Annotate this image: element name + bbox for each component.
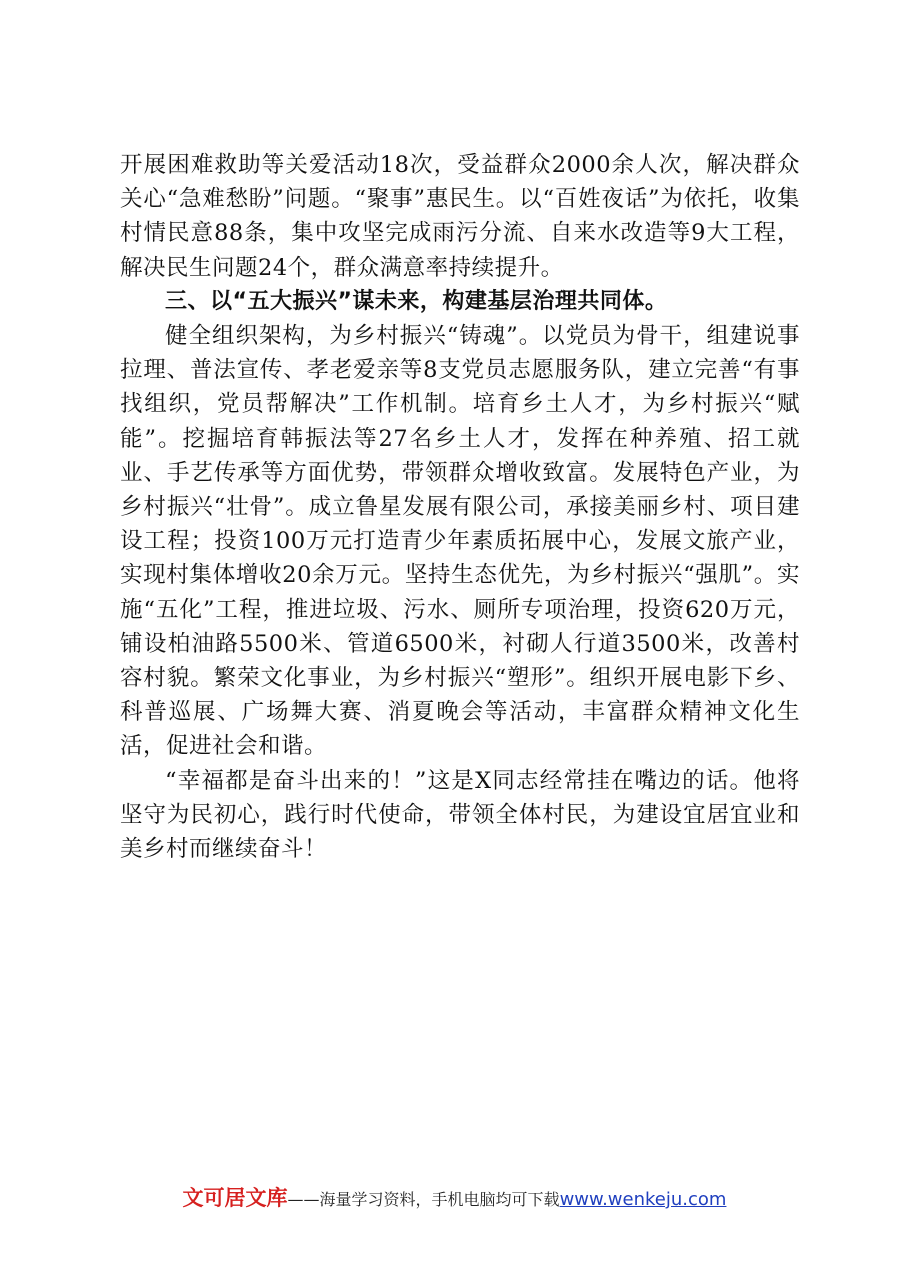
footer-tagline: ——海量学习资料，手机电脑均可下载 bbox=[287, 1190, 560, 1209]
paragraph-rural-revitalization: 健全组织架构，为乡村振兴“铸魂”。以党员为骨干，组建说事拉理、普法宣传、孝老爱亲等8支党员志愿服务队，建立完善“有事找组织，党员帮解决”工作机制。培育乡土人才，为乡村振兴“赋能”。挖掘培育韩振法等27名乡土人才，发挥在种养殖、招工就业、手艺传承等方面优势，带领群众增收致富。发展特色产业，为乡村振兴“壮骨”。成立鲁星发展有限公司，承接美丽乡村、项目建设工程；投资100万元打造青少年素质拓展中心，发展文旅产业，实现村集体增收20余万元。坚持生态优先，为乡村振兴“强肌”。实施“五化”工程，推进垃圾、污水、厕所专项治理，投资620万元，铺设柏油路5500米、管道6500米，衬砌人行道3500米，改善村容村貌。繁荣文化事业，为乡村振兴“塑形”。组织开展电影下乡、科普巡展、广场舞大赛、消夏晚会等活动，丰富群众精神文化生活，促进社会和谐。 bbox=[120, 323, 800, 760]
paragraph-closing: “幸福都是奋斗出来的！”这是X同志经常挂在嘴边的话。他将坚守为民初心，践行时代使命，带领全体村民，为建设宜居宜业和美乡村而继续奋斗！ bbox=[120, 767, 800, 863]
footer-website-link[interactable]: www.wenkeju.com bbox=[559, 1189, 727, 1210]
section-heading: 三、以“五大振兴”谋未来，构建基层治理共同体。 bbox=[165, 288, 668, 314]
paragraph-continuation: 开展困难救助等关爱活动18次，受益群众2000余人次，解决群众关心“急难愁盼”问题。“聚事”惠民生。以“百姓夜话”为依托，收集村情民意88条，集中攻坚完成雨污分流、自来水改造等9大工程，解决民生问题24个，群众满意率持续提升。 bbox=[120, 152, 800, 281]
document-body bbox=[120, 148, 800, 866]
footer-brand: 文可居文库 bbox=[182, 1186, 288, 1210]
footer-banner bbox=[0, 1182, 909, 1212]
